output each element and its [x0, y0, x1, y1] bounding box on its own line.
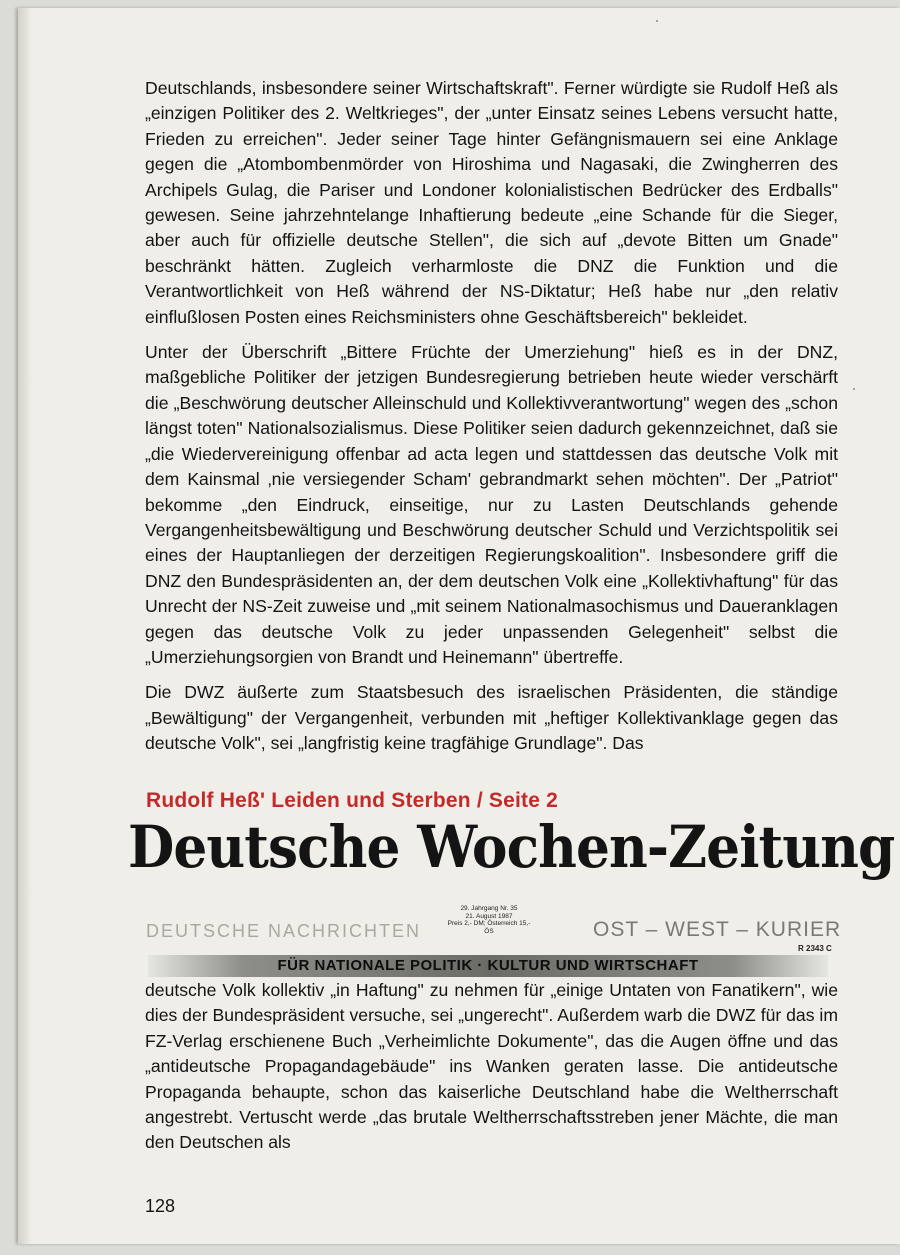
imprint-line: Preis 2,- DM; Österreich 15,- ÖS	[447, 920, 531, 935]
masthead-subtitle-right: OST – WEST – KURIER	[593, 918, 842, 941]
clipping-headline: Rudolf Heß' Leiden und Sterben / Seite 2	[146, 789, 559, 812]
imprint-line: 29. Jahrgang Nr. 35	[460, 905, 518, 912]
masthead-imprint	[444, 905, 534, 935]
newspaper-clipping	[128, 783, 895, 983]
scan-speck	[853, 388, 855, 390]
body-text-top	[145, 76, 838, 767]
masthead-banner	[148, 955, 828, 977]
masthead-subtitle-left: DEUTSCHE NACHRICHTEN	[146, 921, 422, 941]
imprint-line: 21. August 1987	[465, 912, 513, 920]
paragraph: deutsche Volk kollektiv „in Haftung" zu nehmen für „einige Untaten von Fanatikern", wie dies der Bundespräsident versuche, sei „ungerecht". Außerdem warb die DWZ für das im FZ-Verlag erschienene Buch „Verheimlichte Dokumente", das die Augen öffne und das „antideutsche Propagandagebäude" ins Wanken geraten lasse. Die antideutsche Propaganda behaupte, schon das kaiserliche Deutschland habe die Weltherrschaft angestrebt. Vertuscht werde „das brutale Weltherrschaftsstreben jener Mächte, die man den Deutschen als	[145, 980, 838, 1153]
newspaper-masthead: Deutsche Wochen-Zeitung	[128, 813, 895, 881]
paragraph: Unter der Überschrift „Bittere Früchte der Umerziehung" hieß es in der DNZ, maßgebliche Politiker der jetzigen Bundesregierung betrieben heute wieder verschärft die „Beschwörung deutscher Alleinschuld und Kollektivverantwortung" wegen des „schon längst toten" Nationalsozialismus. Diese Politiker seien dadurch gekennzeichnet, daß sie „die Wiedervereinigung offenbar ad acta legen und stattdessen das deutsche Volk mit dem Kainsmal ‚nie versiegender Scham' gebrandmarkt sehen möchten". Der „Patriot" bekomme „den Eindruck, einseitige, nur zu Lasten Deutschlands gehende Vergangenheitsbewältigung und Beschwörung deutscher Schuld und Verzichtspolitik sei eines der Hauptanliegen der derzeitigen Regierungskoalition". Insbesondere griff die DNZ den Bundespräsidenten an, der dem deutschen Volk eine „Kollektivhaftung" für das Unrecht der NS-Zeit zuweise und „mit seinem Nationalmasochismus und Daueranklagen gegen das deutsche Volk zu jeder unpassenden Gelegenheit" selbst die „Umerziehungsorgien von Brandt und Heinemann" übertreffe.	[145, 342, 838, 667]
postal-code: R 2343 C	[798, 944, 832, 953]
banner-text: FÜR NATIONALE POLITIK · KULTUR UND WIRTSCHAFT	[277, 957, 699, 974]
page-number: 128	[145, 1196, 176, 1216]
paragraph: Die DWZ äußerte zum Staatsbesuch des israelischen Präsidenten, die ständige „Bewältigung" der Vergangenheit, verbunden mit „heftiger Kollektivanklage gegen das deutsche Volk", sei „langfristig keine tragfähige Grundlage". Das	[145, 682, 838, 754]
document-page	[18, 8, 900, 1244]
scan-speck	[656, 20, 658, 22]
paragraph: Deutschlands, insbesondere seiner Wirtschaftskraft". Ferner würdigte sie Rudolf Heß als „einzigen Politiker des 2. Weltkrieges", der „unter Einsatz seines Lebens versucht hatte, Frieden zu erreichen". Jeder seiner Tage hinter Gefängnismauern sei eine Anklage gegen die „Atombombenmörder von Hiroshima und Nagasaki, die Zwingherren des Archipels Gulag, die Pariser und Londoner kolonialistischen Bedrücker des Erdballs" gewesen. Seine jahrzehntelange Inhaftierung bedeute „eine Schande für die Sieger, aber auch für offizielle deutsche Stellen", die sich auf „devote Bitten um Gnade" beschränkt hätten. Zugleich verharmloste die DNZ die Funktion und die Verantwortlichkeit von Heß während der NS-Diktatur; Heß habe nur „den relativ einflußlosen Posten eines Reichsministers ohne Geschäftsbereich" bekleidet.	[145, 78, 838, 327]
body-text-bottom	[145, 978, 838, 1166]
